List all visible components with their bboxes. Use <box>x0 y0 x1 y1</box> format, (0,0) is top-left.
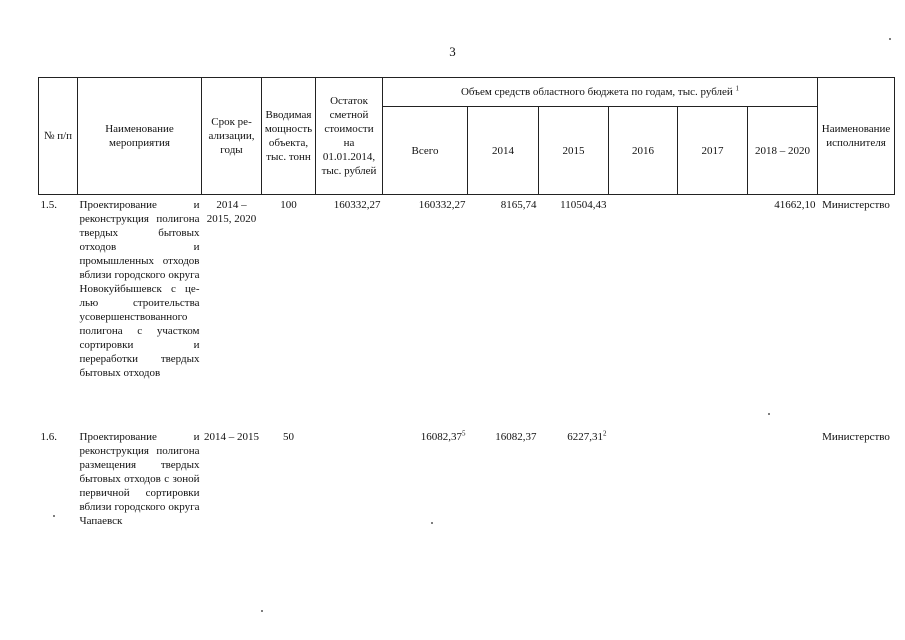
header-total: Всего <box>383 107 468 195</box>
scan-speck <box>889 38 891 40</box>
row-2018-2020 <box>748 427 818 577</box>
header-name: Наименование мероприятия <box>78 78 202 195</box>
row-total <box>383 195 468 427</box>
row-total-value: 160332,27 <box>418 199 466 211</box>
table-header-row-1 <box>39 78 895 107</box>
row-remainder <box>316 427 383 577</box>
row-2015-footnote: 2 <box>603 428 607 437</box>
table-row <box>39 195 895 427</box>
header-executor: Наименование исполнителя <box>818 78 895 195</box>
row-total-value: 16082,37 <box>420 430 462 443</box>
row-2015 <box>539 195 609 427</box>
budget-table <box>38 77 895 577</box>
row-capacity: 100 <box>280 199 297 211</box>
row-2016 <box>609 195 678 427</box>
row-2014: 8165,74 <box>500 199 537 211</box>
row-name: Проектирование и реконструкция полигона твердых бытовых отходов и промышленных отходов вблизи городского округа Новокуйбышевск с целью строительства усовершенствованного полигона с участком сортировки и переработки твердых бытовых отходов <box>79 199 200 379</box>
header-2017: 2017 <box>678 107 748 195</box>
row-num: 1.6. <box>40 430 57 443</box>
header-2014: 2014 <box>468 107 539 195</box>
table-row <box>39 427 895 577</box>
header-period: Срок реализации, годы <box>202 78 262 195</box>
header-capacity: Вводимая мощность объекта, тыс. тонн <box>262 78 316 195</box>
row-2017 <box>678 195 748 427</box>
header-remainder: Остаток сметной стоимости на 01.01.2014, тыс. рублей <box>316 78 383 195</box>
scan-speck <box>768 413 770 415</box>
scan-speck <box>53 515 55 517</box>
header-2018-2020: 2018 – 2020 <box>748 107 818 195</box>
row-total <box>383 427 468 577</box>
header-budget <box>383 78 818 107</box>
row-num: 1.5. <box>40 199 57 211</box>
header-budget-label: Объем средств областного бюджета по годам, тыс. рублей <box>460 86 733 98</box>
page-number: 3 <box>449 44 456 59</box>
header-budget-footnote: 1 <box>735 84 740 93</box>
row-period: 2014 – 2015, 2020 <box>206 199 257 225</box>
header-num: № п/п <box>39 78 78 195</box>
row-remainder: 160332,27 <box>333 199 381 211</box>
row-period: 2014 – 2015 <box>204 430 259 443</box>
row-name: Проектирование и реконструкция полигона размещения твердых бытовых отходов с зоной первичной сортировки вблизи городского округа Чапаевск <box>79 430 200 527</box>
row-capacity: 50 <box>283 430 294 443</box>
row-2015-value: 110504,43 <box>560 199 607 211</box>
scan-speck <box>431 522 433 524</box>
row-executor: Министерство <box>822 430 890 443</box>
header-2015: 2015 <box>539 107 609 195</box>
row-2015-value: 6227,31 <box>567 430 603 443</box>
row-2014: 16082,37 <box>495 430 537 443</box>
row-2015 <box>539 427 609 577</box>
header-2016: 2016 <box>609 107 678 195</box>
row-executor: Министерство <box>822 199 890 211</box>
row-total-footnote: 5 <box>462 428 466 437</box>
scan-speck <box>261 610 263 612</box>
row-2016 <box>609 427 678 577</box>
row-2017 <box>678 427 748 577</box>
row-2018-2020: 41662,10 <box>774 199 816 211</box>
